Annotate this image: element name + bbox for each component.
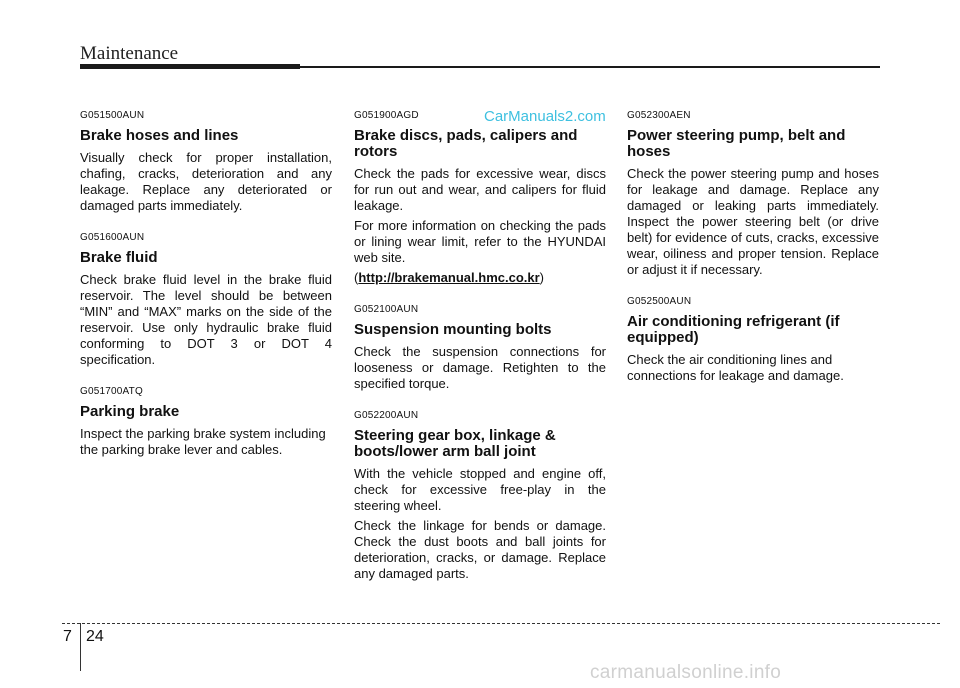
page-header-title: Maintenance	[80, 43, 179, 64]
chapter-number: 7	[63, 628, 72, 645]
section-brake-discs	[354, 110, 606, 286]
link-close-paren: )	[539, 270, 545, 285]
section-code: G052500AUN	[627, 296, 692, 307]
section-code: G052100AUN	[354, 304, 419, 315]
column-2	[354, 110, 606, 600]
section-heading: Brake hoses and lines	[80, 127, 239, 144]
column-1	[80, 110, 332, 476]
section-steering-gear	[354, 410, 606, 582]
section-code: G051700ATQ	[80, 386, 143, 397]
section-paragraph: With the vehicle stopped and engine off, check for excessive free-play in the steering wheel.	[354, 466, 606, 513]
section-paragraph: Visually check for proper installation, chafing, cracks, deterioration and any leakage. Replace any deteriorated or damaged parts immediately.	[80, 150, 332, 213]
section-paragraph: For more information on checking the pads or lining wear limit, refer to the HYUNDAI web site.	[354, 218, 606, 265]
section-heading: Power steering pump, belt and hoses	[627, 127, 846, 160]
section-parking-brake	[80, 386, 332, 458]
section-paragraph: Check brake fluid level in the brake fluid reservoir. The level should be between “MIN” and “MAX” marks on the side of the reservoir. Use only hydraulic brake fluid conforming to DOT 3 or DOT 4 specification.	[80, 272, 332, 367]
section-heading: Brake fluid	[80, 249, 158, 266]
link-open-paren: (	[354, 270, 359, 285]
section-brake-hoses	[80, 110, 332, 214]
section-code: G052200AUN	[354, 410, 419, 421]
section-code: G051900AGD	[354, 110, 419, 121]
section-paragraph: Check the suspension connections for looseness or damage. Retighten to the specified torque.	[354, 344, 606, 391]
section-power-steering	[627, 110, 879, 278]
section-code: G051600AUN	[80, 232, 145, 243]
section-heading: Brake discs, pads, calipers and rotors	[354, 127, 578, 160]
section-heading: Steering gear box, linkage & boots/lower arm ball joint	[354, 427, 556, 460]
watermark-top: CarManuals2.com	[484, 108, 606, 125]
section-paragraph: Check the pads for excessive wear, discs for run out and wear, and calipers for fluid leakage.	[354, 166, 606, 213]
section-code: G052300AEN	[627, 110, 691, 121]
brake-manual-link[interactable]: http://brakemanual.hmc.co.kr	[358, 270, 540, 285]
section-paragraph: Inspect the parking brake system including the parking brake lever and cables.	[80, 426, 326, 457]
section-heading: Air conditioning refrigerant (if equipped)	[627, 313, 840, 346]
column-3	[627, 110, 879, 402]
section-brake-fluid	[80, 232, 332, 368]
link-line	[354, 270, 606, 286]
section-paragraph: Check the power steering pump and hoses for leakage and damage. Replace any damaged or leaking parts immediately. Inspect the power steering belt (or drive belt) for evidence of cuts, cracks, excessive wear, oiliness and proper tension. Replace or adjust it if necessary.	[627, 166, 879, 277]
watermark-bottom: carmanualsonline.info	[590, 662, 782, 683]
header-rule-thin	[300, 66, 880, 68]
page-number: 24	[86, 628, 104, 645]
footer-dashed-rule	[62, 623, 940, 624]
header-rule-thick	[80, 64, 300, 69]
section-heading: Suspension mounting bolts	[354, 321, 552, 338]
section-paragraph: Check the linkage for bends or damage. Check the dust boots and ball joints for deterioration, cracks, or damage. Replace any damaged parts.	[354, 518, 606, 581]
section-heading: Parking brake	[80, 403, 180, 420]
section-code: G051500AUN	[80, 110, 145, 121]
footer-vertical-rule	[80, 623, 81, 671]
section-suspension-bolts	[354, 304, 606, 392]
section-air-conditioning	[627, 296, 879, 384]
section-paragraph: Check the air conditioning lines and connections for leakage and damage.	[627, 352, 844, 383]
